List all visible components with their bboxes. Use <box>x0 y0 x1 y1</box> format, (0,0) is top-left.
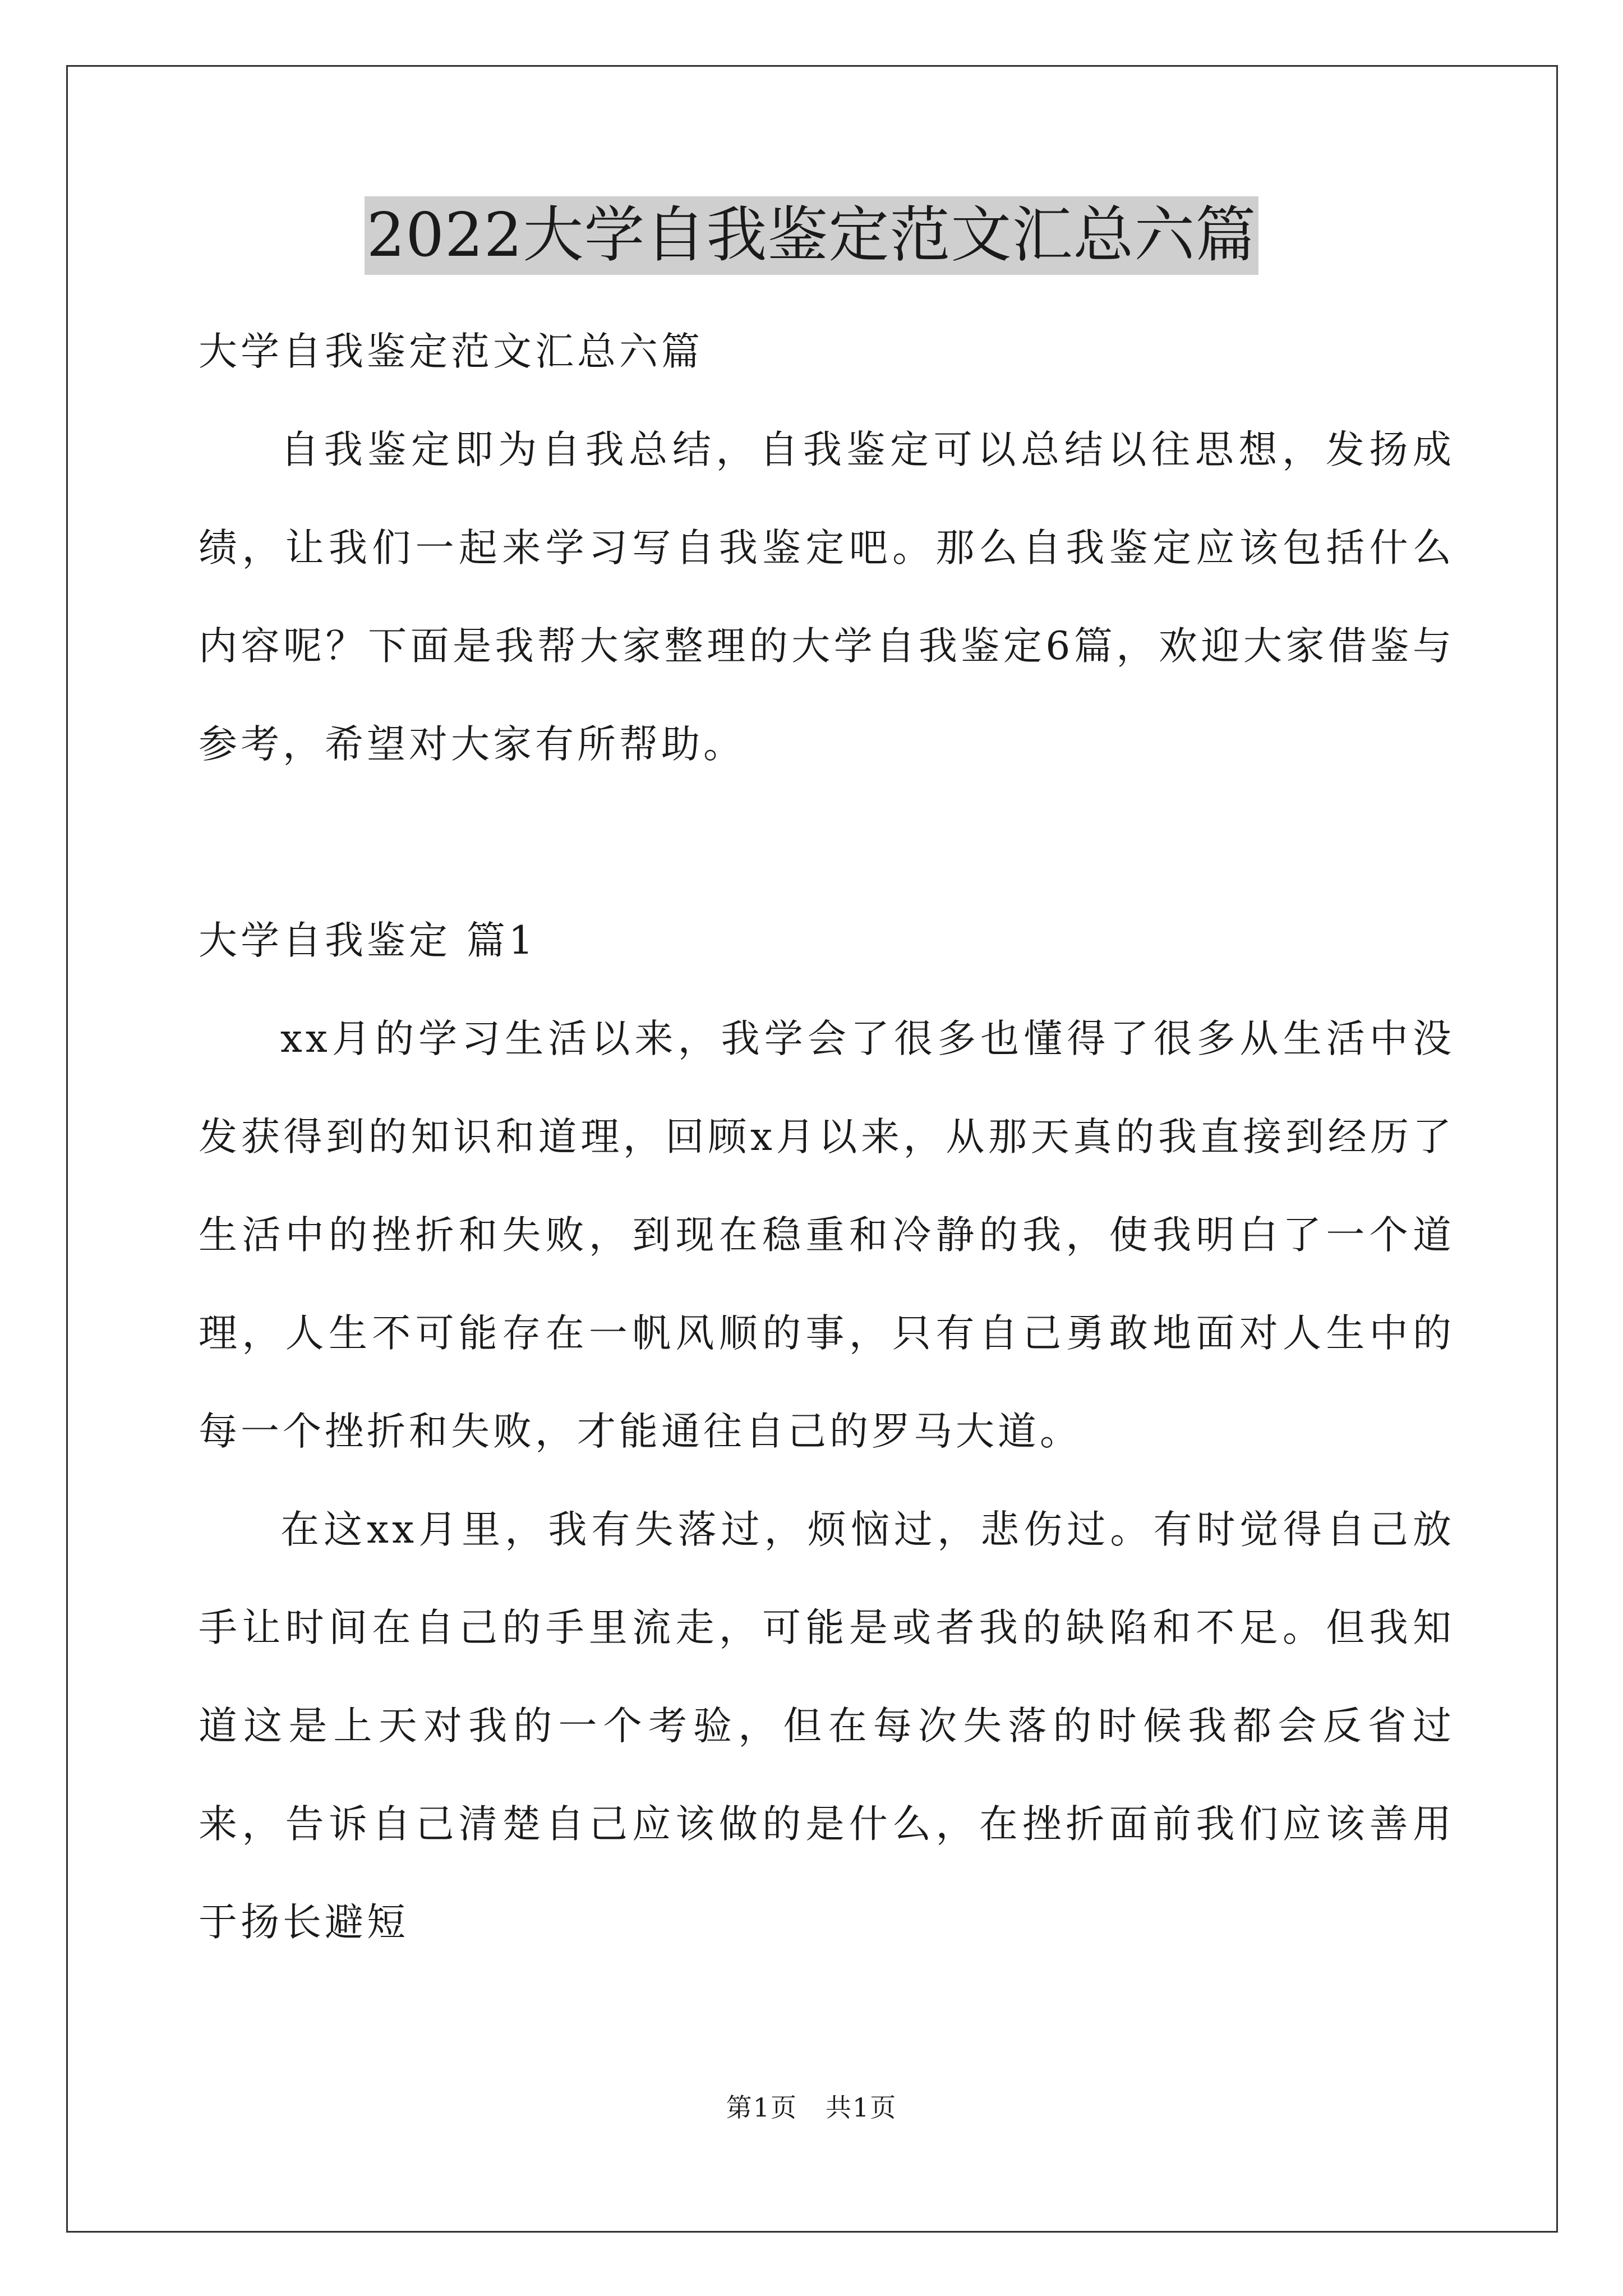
intro-paragraph: 自我鉴定即为自我总结，自我鉴定可以总结以往思想，发扬成绩，让我们一起来学习写自我鉴定吧。那么自我鉴定应该包括什么内容呢？下面是我帮大家整理的大学自我鉴定6篇，欢迎大家借鉴与参考，希望对大家有所帮助。 <box>199 427 1455 767</box>
document-body <box>199 303 1455 1972</box>
page-number-current: 第1页 <box>726 2092 797 2123</box>
section-heading: 大学自我鉴定 篇1 <box>199 918 537 963</box>
page-footer <box>0 2091 1623 2124</box>
page-number-total: 共1页 <box>826 2092 897 2123</box>
body-paragraph-1: xx月的学习生活以来，我学会了很多也懂得了很多从生活中没发获得到的知识和道理，回顾x月以来，从那天真的我直接到经历了生活中的挫折和失败，到现在稳重和冷静的我，使我明白了一个道理，人生不可能存在一帆风顺的事，只有自己勇敢地面对人生中的每一个挫折和失败，才能通往自己的罗马大道。 <box>199 1016 1455 1454</box>
title-container <box>0 196 1623 275</box>
body-paragraph-2: 在这xx月里，我有失落过，烦恼过，悲伤过。有时觉得自己放手让时间在自己的手里流走，可能是或者我的缺陷和不足。但我知道这是上天对我的一个考验，但在每次失落的时候我都会反省过来，告诉自己清楚自己应该做的是什么，在挫折面前我们应该善用于扬长避短 <box>199 1507 1455 1945</box>
document-subtitle: 大学自我鉴定范文汇总六篇 <box>199 329 703 374</box>
document-title: 2022大学自我鉴定范文汇总六篇 <box>365 196 1259 275</box>
